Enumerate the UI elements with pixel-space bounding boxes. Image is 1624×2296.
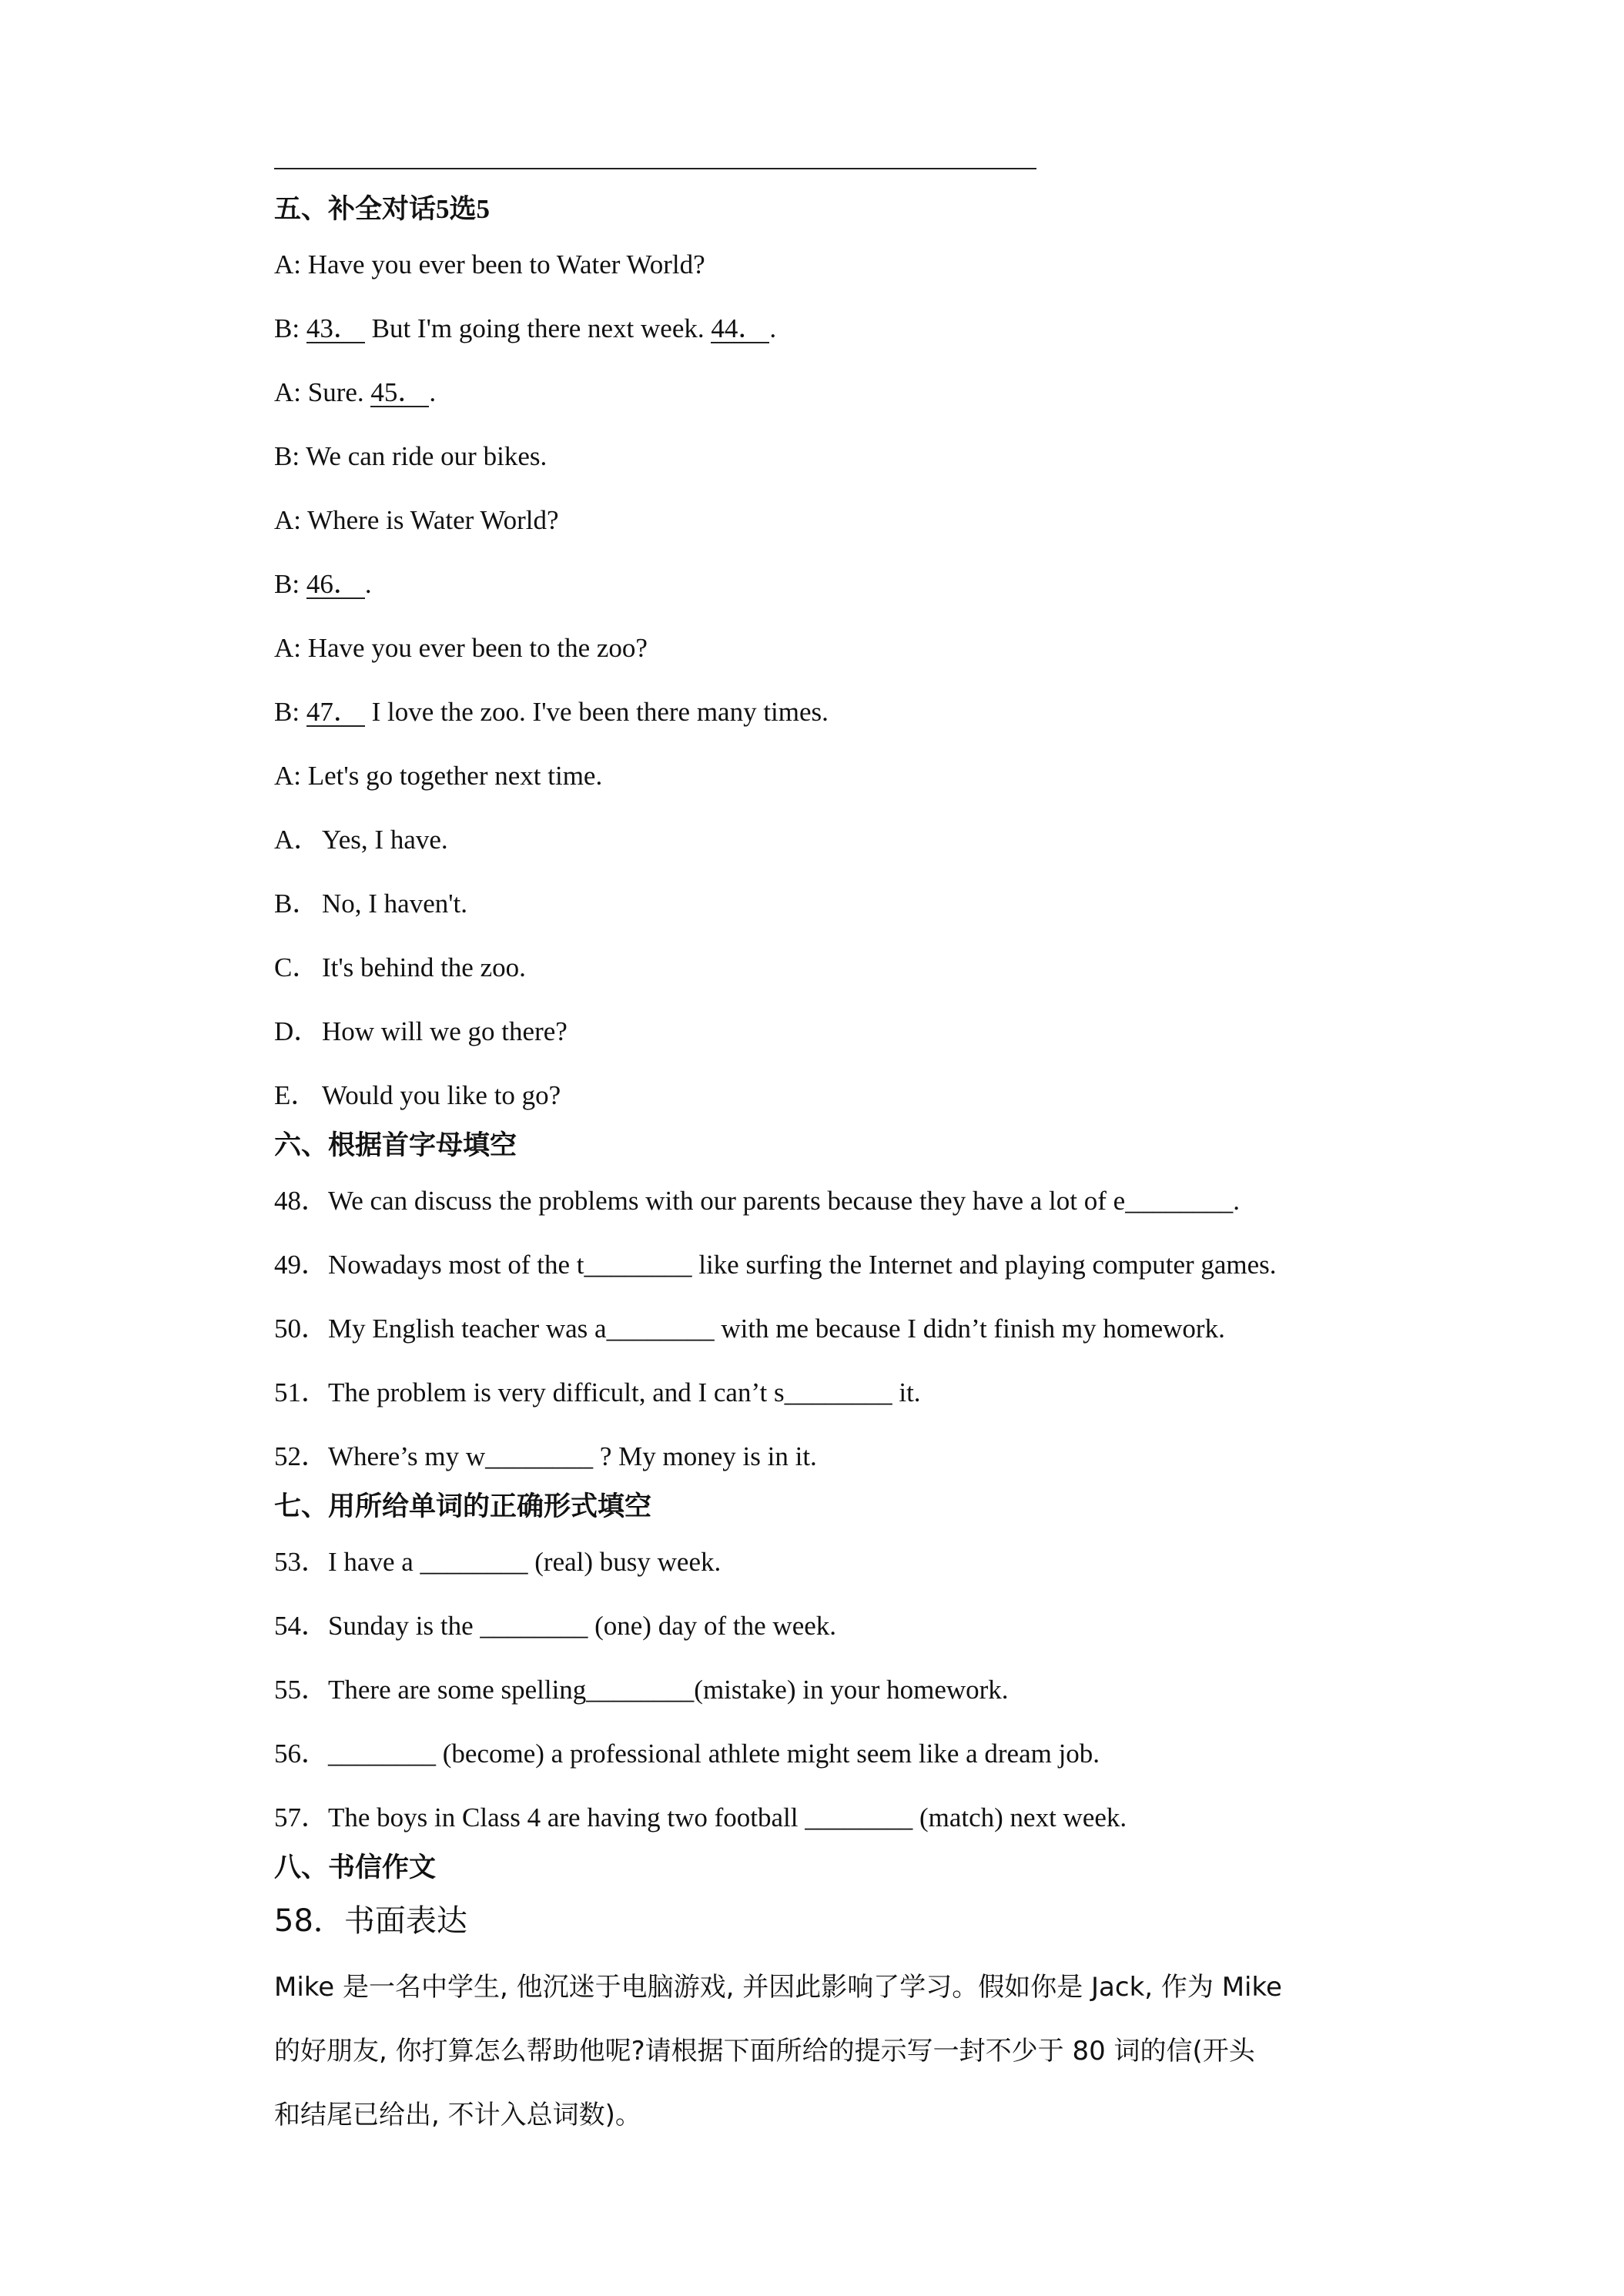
- section8-title: 八、书信作文: [274, 1853, 437, 1883]
- dialogue-line-5: A: Where is Water World?: [274, 505, 559, 535]
- dialogue-line-7: A: Have you ever been to the zoo?: [274, 633, 648, 663]
- blank-45[interactable]: 45．: [370, 380, 429, 407]
- writing-prompt-line-3: 和结尾已给出, 不计入总词数)。: [274, 2100, 641, 2130]
- writing-task-title: 58．书面表达: [274, 1903, 467, 1939]
- option-a: A．Yes, I have.: [274, 825, 448, 855]
- option-c: C． It's behind the zoo.: [274, 952, 526, 982]
- dialogue-line-2: B: 43． But I'm going there next week. 44． .: [274, 313, 777, 343]
- section7-title: 七、用所给单词的正确形式填空: [274, 1491, 652, 1521]
- question-50: 50．My English teacher was a________ with me because I didn’t finish my homework.: [274, 1314, 1225, 1344]
- writing-prompt-line-1: Mike 是一名中学生, 他沉迷于电脑游戏, 并因此影响了学习。假如你是 Jack, 作为 Mike: [274, 1972, 1282, 2003]
- section6-title: 六、根据首字母填空: [274, 1130, 517, 1160]
- question-53: 53．I have a ________ (real) busy week.: [274, 1547, 722, 1577]
- writing-prompt-line-2: 的好朋友, 你打算怎么帮助他呢?请根据下面所给的提示写一封不少于 80 词的信(开头: [274, 2036, 1255, 2067]
- blank-46[interactable]: 46．: [306, 571, 365, 599]
- question-56: 56．________ (become) a professional athlete might seem like a dream job.: [274, 1739, 1100, 1769]
- question-55: 55．There are some spelling________(mistake) in your homework.: [274, 1675, 1009, 1705]
- question-57: 57．The boys in Class 4 are having two football ________ (match) next week.: [274, 1802, 1127, 1832]
- blank-44[interactable]: 44．: [711, 316, 769, 343]
- question-48: 48．We can discuss the problems with our parents because they have a lot of e________.: [274, 1186, 1240, 1216]
- question-49: 49．Nowadays most of the t________ like surfing the Internet and playing computer games.: [274, 1250, 1277, 1280]
- dialogue-line-9: A: Let's go together next time.: [274, 761, 603, 791]
- question-51: 51．The problem is very difficult, and I can’t s________ it.: [274, 1377, 921, 1407]
- blank-47[interactable]: 47．: [306, 699, 365, 727]
- dialogue-line-3: A: Sure. 45． .: [274, 377, 437, 407]
- option-d: D．How will we go there?: [274, 1016, 568, 1046]
- dialogue-line-4: B: We can ride our bikes.: [274, 441, 547, 471]
- answer-line: [274, 168, 1036, 169]
- option-b: B． No, I haven't.: [274, 889, 468, 919]
- section5-title: 五、补全对话5选5: [274, 194, 491, 224]
- blank-43[interactable]: 43．: [306, 316, 365, 343]
- question-54: 54．Sunday is the ________ (one) day of the week.: [274, 1611, 837, 1641]
- dialogue-line-6: B: 46． .: [274, 569, 372, 599]
- option-e: E． Would you like to go?: [274, 1080, 561, 1110]
- question-52: 52．Where’s my w________ ? My money is in it.: [274, 1441, 817, 1471]
- dialogue-line-1: A: Have you ever been to Water World?: [274, 249, 705, 279]
- dialogue-line-8: B: 47． I love the zoo. I've been there many times.: [274, 697, 829, 727]
